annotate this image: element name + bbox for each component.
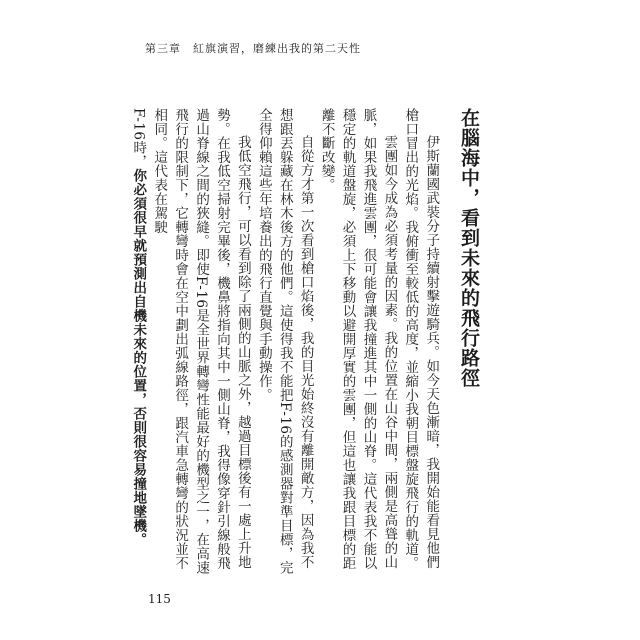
section-heading: 在腦海中，看到未來的飛行路徑 — [458, 108, 480, 388]
body-text — [130, 108, 480, 578]
paragraph-1: 伊斯蘭國武裝分子持續射擊遊騎兵。如今天色漸暗，我開始能看見他們槍口冒出的光焰。我俯衝至較低的高度，並縮小我朝目標盤旋飛行的軌道。 — [402, 108, 440, 570]
paragraph-5-lead: F-16時， — [130, 108, 147, 169]
paragraph-5 — [127, 108, 148, 578]
paragraph-2: 雲團如今成為必須考量的因素。我的位置在山谷中間，兩側是高聳的山脈，如果我飛進雲團，很可能會讓我撞進其中一側的山脊。這代表我不能以穩定的軌道盤旋，必須上下移動以避開厚實的雲團，但這也讓我跟目標的距離不斷改變。 — [318, 108, 398, 570]
running-head: 第三章 紅旗演習，磨練出我的第二天性 — [145, 42, 361, 55]
paragraph-5-bold: 你必須很早就預測出自機未來的位置，否則很容易撞地墜機。 — [130, 168, 147, 547]
page-number: 115 — [148, 592, 171, 606]
paragraph-4: 我低空飛行，可以看到除了兩側的山脈之外，越過目標後有一處上升地勢。在我低空掃射完畢後，機鼻將指向其中一側山脊，我得像穿針引線般飛過山脊線之間的狹縫。即使F-16是全世界轉彎性能最好的機型之一，在高速飛行的限制下，它轉彎時會在空中劃出弧線路徑，跟汽車急轉彎的狀況並不相同。這代表在駕駛 — [151, 108, 251, 575]
paragraph-3: 自從方才第一次看到槍口焰後，我的目光始終沒有離開敵方，因為我不想跟丟躲藏在林木後方的他們。這使得我不能把F-16的感測器對準目標，完全得仰賴這些年培養出的飛行直覺與手動操作。 — [255, 108, 314, 575]
